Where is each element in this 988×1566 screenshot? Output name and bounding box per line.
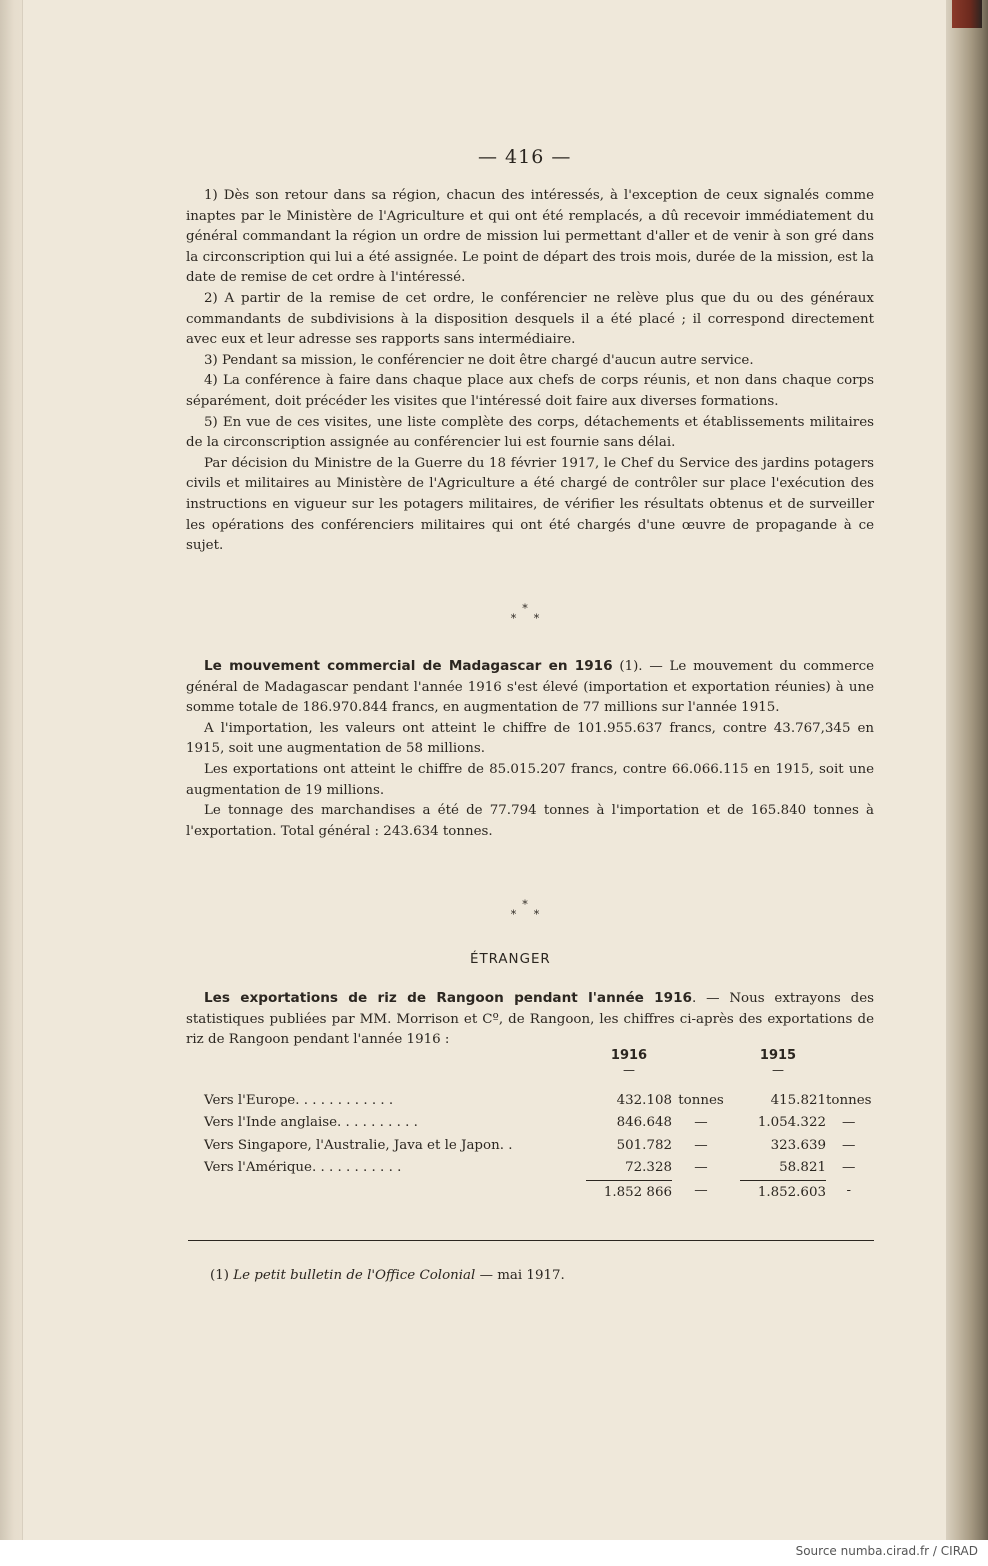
table-row (204, 1134, 872, 1157)
unit-cell: — (694, 1115, 708, 1131)
madagascar-article (186, 656, 874, 842)
separator-star: * (510, 908, 517, 921)
unit-cell: — (694, 1137, 708, 1153)
paragraph: Par décision du Ministre de la Guerre du 18 février 1917, le Chef du Service des jardins potagers civils et militaires au Ministère de l'Agriculture a été chargé de contrôler sur place l'exécution des instructions en vigueur sur les potagers militaires, de vérifier les résultats obtenus et de surveiller les opérations des conférenciers militaires qui ont été chargés d'une œuvre de propagande à ce sujet. (186, 455, 874, 554)
article-intro-text: (1). — Le mouvement du commerce général de Madagascar pendant l'année 1916 s'est élevé (importation et exportation réunies) à une somme totale de 186.970.844 francs, en augmentation de 77 millions sur l'année 1915. (186, 659, 875, 716)
footnote (210, 1268, 565, 1283)
destination-cell: Vers l'Inde anglaise. . . . . . . . . . (204, 1115, 418, 1131)
paragraph: Les exportations ont atteint le chiffre de 85.015.207 francs, contre 66.066.115 en 1915, soit une augmentation de 19 millions. (186, 761, 874, 798)
value-1915-cell: 58.821 (779, 1160, 826, 1176)
destination-cell: Vers l'Amérique. . . . . . . . . . . (204, 1160, 402, 1176)
mission-instructions (186, 186, 874, 557)
value-1915-cell: 1.054.322 (757, 1115, 826, 1131)
section-title: ÉTRANGER (470, 952, 551, 967)
total-1915-cell: 1.852.603 (730, 1179, 826, 1202)
madagascar-intro (186, 656, 874, 719)
book-binding (946, 0, 988, 1540)
column-header-1915: 1915 — (759, 1048, 797, 1077)
source-credit: Source numba.cirad.fr / CIRAD (795, 1544, 978, 1558)
table-total-row (204, 1179, 872, 1202)
page-number: — 416 — (478, 146, 572, 168)
value-1915-cell: 415.821 (770, 1092, 826, 1108)
section-separator (495, 604, 555, 624)
value-1916-cell: 846.648 (616, 1115, 672, 1131)
footnote-divider (188, 1240, 874, 1241)
footnote-source-title: Le petit bulletin de l'Office Colonial (233, 1268, 476, 1283)
table-row (204, 1157, 872, 1180)
table-row (204, 1112, 872, 1135)
value-1916-cell: 501.782 (616, 1137, 672, 1153)
unit-cell: — (694, 1160, 708, 1176)
separator-star: * (522, 898, 528, 911)
article-intro-text: . — Nous extrayons des statistiques publiées par MM. Morrison et Cº, de Rangoon, les chiffres ci-après des exportations de riz de Rangoon pendant l'année 1916 : (186, 991, 874, 1048)
destination-cell: Vers l'Europe. . . . . . . . . . . . (204, 1092, 394, 1108)
unit-cell: — (842, 1137, 856, 1153)
separator-star: * (522, 602, 528, 615)
unit-cell: tonnes (826, 1092, 872, 1108)
separator-star: * (533, 908, 540, 921)
paragraph: Le tonnage des marchandises a été de 77.794 tonnes à l'importation et de 165.840 tonnes à l'exportation. Total général : 243.634 tonnes. (186, 803, 874, 839)
paragraph: 4) La conférence à faire dans chaque place aux chefs de corps réunis, et non dans chaque corps séparément, doit précéder les visites que l'intéressé doit faire aux diverses formations. (186, 373, 874, 409)
unit-cell: tonnes (678, 1092, 724, 1108)
unit-cell: — (694, 1182, 708, 1198)
total-1916-cell: 1.852 866 (586, 1179, 672, 1202)
paragraph: 2) A partir de la remise de cet ordre, le conférencier ne relève plus que du ou des généraux commandants de subdivisions à la disposition desquels il a été placé ; il correspond directement avec eux et leur adresse ses rapports sans intermédiaire. (186, 290, 874, 348)
section-separator (495, 900, 555, 920)
table-header-row (204, 1046, 872, 1089)
paragraph: A l'importation, les valeurs ont atteint le chiffre de 101.955.637 francs, contre 43.767,345 en 1915, soit une augmentation de 58 millions. (186, 720, 874, 757)
unit-cell: - (846, 1182, 852, 1198)
paragraph: 5) En vue de ces visites, une liste complète des corps, détachements et établissements militaires de la circonscription assignée au conférencier lui est fournie sans délai. (186, 414, 874, 451)
separator-star: * (533, 612, 540, 625)
destination-cell: Vers Singapore, l'Australie, Java et le Japon. . (204, 1137, 513, 1153)
paragraph: 3) Pendant sa mission, le conférencier ne doit être chargé d'aucun autre service. (204, 352, 754, 368)
article-heading: Les exportations de riz de Rangoon pendant l'année 1916 (204, 990, 693, 1006)
value-1916-cell: 432.108 (616, 1092, 672, 1108)
table-row (204, 1089, 872, 1112)
column-header-1916: 1916 — (610, 1048, 648, 1077)
separator-star: * (510, 612, 517, 625)
unit-cell: — (842, 1160, 856, 1176)
rangoon-intro (186, 988, 874, 1051)
value-1915-cell: 323.639 (770, 1137, 826, 1153)
footnote-date: — mai 1917. (475, 1268, 565, 1283)
value-1916-cell: 72.328 (625, 1160, 672, 1176)
rangoon-article (186, 988, 874, 1051)
article-heading: Le mouvement commercial de Madagascar en 1916 (204, 658, 613, 674)
unit-cell: — (842, 1115, 856, 1131)
footnote-marker: (1) (210, 1268, 229, 1283)
paragraph: 1) Dès son retour dans sa région, chacun des intéressés, à l'exception de ceux signalés comme inaptes par le Ministère de l'Agriculture et qui ont été remplacés, a dû recevoir immédiatement du général commandant la région un ordre de mission lui permettant d'aller et de venir à son gré dans la circonscription qui lui a été assignée. Le point de départ des trois mois, durée de la mission, est la date de remise de cet ordre à l'intéressé. (186, 188, 874, 286)
rice-exports-table (204, 1046, 872, 1202)
